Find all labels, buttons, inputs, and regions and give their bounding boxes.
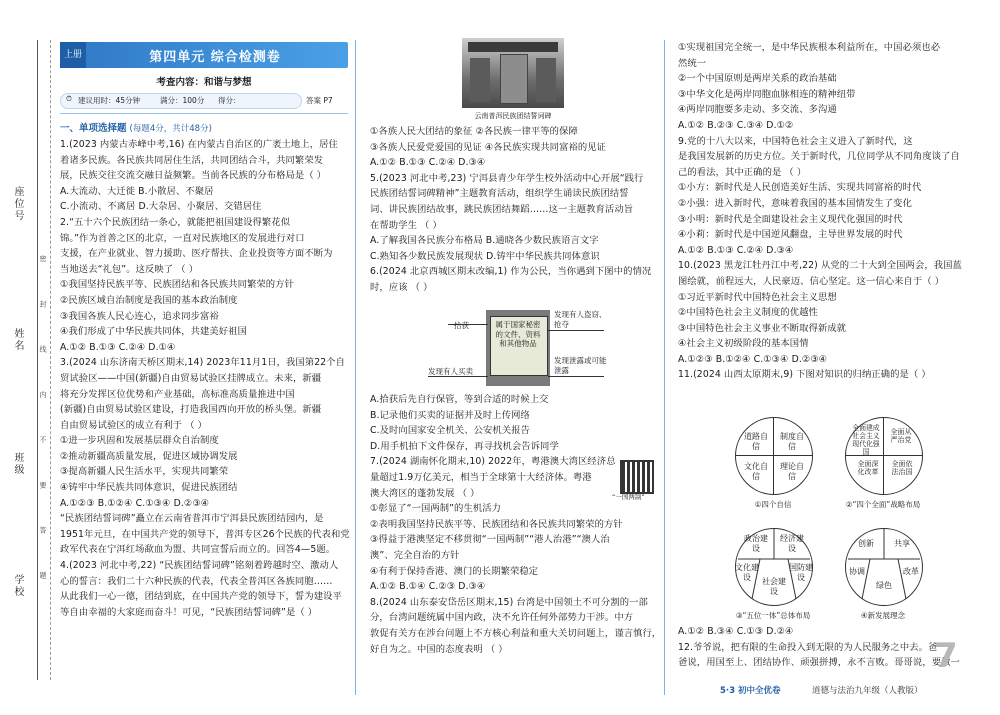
text-line: 锦。”作为首善之区的北京，一直对民族地区的发展进行对口	[60, 232, 305, 244]
text-line: 爸说，用国至上、团结协作、顽强拼搏，永不言败。哥哥说，要做一	[678, 657, 960, 669]
text-line: 等自由幸福的大家庭而奋斗！可见，“民族团结誓词碑”是（ ）	[60, 606, 318, 618]
text-line: ②中国特色社会主义制度的优越性	[678, 307, 818, 319]
circle-diagram-4	[845, 528, 923, 606]
text-line: “民族团结誓词碑”矗立在云南省普洱市宁洱县民族团结园内，是	[60, 513, 324, 525]
circle-diagram-1	[735, 417, 813, 495]
circle-item: 共享	[894, 539, 910, 548]
text-line: ②一个中国原则是两岸关系的政治基础	[678, 73, 837, 85]
option-line: A.①②③ B.①②④ C.①③④ D.②③④	[678, 353, 828, 365]
circle-caption: ④新发展理念	[860, 611, 906, 620]
circle-item: 协调	[849, 567, 865, 576]
option-line: A.①② B.①③ C.②④ D.①④	[60, 341, 176, 353]
circle-caption: ③“五位一体”总体布局	[735, 611, 811, 620]
text-line: ④小莉：新时代是中国逆风翻盘，主导世界发展的时代	[678, 229, 903, 241]
column-3	[678, 40, 970, 383]
text-line: 支援，在产业就业、智力援助、医疗帮扶、企业投资等方面不断为	[60, 248, 333, 260]
column-2b	[370, 392, 662, 657]
text-line: 当地送去“礼包”。这反映了 （ ）	[60, 263, 199, 275]
school-label: 学校	[12, 574, 23, 598]
text-line: 9.党的十八大以来，中国特色社会主义进入了新时代，这	[678, 135, 913, 147]
score-info: 满分：100分	[160, 96, 205, 105]
text-line: ③中华文化是两岸同胞血脉相连的精神纽带	[678, 88, 856, 100]
circle-item: 全面依法治国	[891, 460, 913, 476]
text-line: 然统一	[678, 57, 707, 69]
text-line: 量超过1.9万亿美元，相当于全球第十大经济体。粤港	[370, 471, 592, 483]
circle-item: 文化自信	[744, 462, 768, 481]
option-line: C.小流动、不离居 D.大杂居、小聚居、交错居住	[60, 201, 262, 213]
seal-hint: 密 封 线 内 不 要 答 题	[39, 255, 47, 597]
qr-code-icon[interactable]	[620, 460, 654, 494]
class-label: 班级	[12, 452, 23, 476]
circle-item: 制度自信	[780, 432, 804, 451]
photo-caption: 云南普洱民族团结誓词碑	[474, 112, 552, 120]
option-line: A.了解我国各民族分布格局 B.通晓各少数民族语言文字	[370, 235, 599, 247]
column-3b	[678, 624, 970, 671]
text-line: ③我国各族人民心连心，追求同步富裕	[60, 310, 219, 322]
option-line: C.及时向国家安全机关、公安机关报告	[370, 425, 530, 437]
circle-item: 社会建设	[762, 577, 786, 596]
option-line: A.①② B.③④ C.①③ D.②④	[678, 626, 794, 637]
circle-item: 道路自信	[744, 432, 768, 451]
text-line: 词、讲民族团结故事，跳民族团结舞蹈……这一主题教育活动旨	[370, 203, 634, 215]
text-line: 澳大湾区的蓬勃发展 （ ）	[370, 487, 480, 499]
column-divider	[664, 40, 665, 695]
section-note: (每题4分，共计48分)	[129, 124, 212, 134]
section-heading: 一、单项选择题	[60, 123, 127, 134]
text-line: 11.(2024 山西太原期末,9) 下图对知识的归纳正确的是（ ）	[678, 369, 931, 381]
text-line: ③小明：新时代是全面建设社会主义现代化强国的时代	[678, 213, 903, 225]
diagram-bl: 发现有人买卖	[428, 367, 473, 376]
column-divider	[355, 40, 356, 695]
circle-item: 改革	[903, 567, 919, 576]
circle-item: 全面建成社会主义现代化强国	[852, 424, 880, 456]
footer-text: 道德与法治九年级（人教版）	[812, 686, 923, 696]
text-line: 时，应该 （ ）	[370, 281, 433, 293]
time-info: 建议用时：45分钟	[78, 96, 141, 105]
circle-diagram-3	[735, 528, 813, 606]
option-line: A.①② B.①③ C.②④ D.③④	[678, 244, 794, 256]
brand-logo: 5·3 初中全优卷	[720, 686, 781, 696]
text-line: 将充分发挥区位优势和产业基础，高标准高质量推进中国	[60, 388, 295, 400]
column-1	[60, 137, 352, 620]
circle-caption: ①四个自信	[754, 500, 792, 509]
diagram-tl: 拾获	[454, 321, 469, 330]
text-line: ①各族人民大团结的象征 ②各民族一律平等的保障	[370, 126, 578, 137]
circle-item: 国防建设	[789, 563, 813, 582]
page-number: 7	[934, 636, 958, 676]
text-line: 2.“五十六个民族团结一条心，就能把祖国建设得繁花似	[60, 216, 291, 228]
text-line: 己的看法，其中正确的是 （ ）	[678, 166, 807, 178]
text-line: ④社会主义初级阶段的基本国情	[678, 338, 809, 350]
diagram-tr: 发现有人盗窃、抢夺	[554, 310, 607, 329]
text-line: ③中国特色社会主义事业不断取得新成就	[678, 322, 847, 334]
text-line: 贸试验区——中国(新疆)自由贸易试验区挂牌成立。未来，新疆	[60, 372, 322, 384]
circle-item: 绿色	[876, 581, 892, 590]
text-line: 着诸多民族。各民族共同居住生活，共同团结合斗，共同繁荣发	[60, 154, 324, 166]
option-line: A.大流动、大迁徙 B.小散居、不聚居	[60, 185, 214, 197]
text-line: ②表明我国坚持民族平等、民族团结和各民族共同繁荣的方针	[370, 518, 623, 530]
circle-caption: ②“四个全面”战略布局	[845, 500, 921, 509]
text-line: 5.(2023 河北中考,23) 宁洱县青少年学生校外活动中心开展“践行	[370, 172, 644, 184]
option-line: D.用手机拍下文件保存，再寻找机会告诉同学	[370, 440, 559, 452]
text-line: ④有利于保持香港、澳门的长期繁荣稳定	[370, 565, 539, 577]
text-line: 4.(2023 河北中考,22) “民族团结誓词碑”铭刻着跨越时空、激动人	[60, 560, 339, 572]
text-line: 12.爷爷说，把有限的生命投入到无限的为人民服务之中去。爸	[678, 641, 938, 653]
circle-item: 理论自信	[780, 462, 804, 481]
text-line: 8.(2024 山东泰安岱岳区期末,15) 台湾是中国领土不可分割的一部	[370, 596, 648, 608]
text-line: ①我国坚持民族平等、民族团结和各民族共同繁荣的方针	[60, 279, 294, 291]
text-line: ③提高新疆人民生活水平，实现共同繁荣	[60, 466, 229, 478]
volume-tag: 上册	[60, 42, 86, 68]
circle-item: 全面从严治党	[890, 428, 912, 444]
text-line: 1.(2023 内蒙古赤峰中考,16) 在内蒙古自治区的广袤土地上，居住	[60, 139, 338, 150]
text-line: ①小方：新时代是人民创造美好生活、实现共同富裕的时代	[678, 182, 922, 194]
text-line: (新疆)自由贸易试验区建设，打造我国西向开放的桥头堡。新疆	[60, 404, 322, 416]
text-line: 1951年元旦，在中国共产党的领导下，普洱专区26个民族的代表和党	[60, 528, 350, 540]
seal-line	[50, 40, 51, 680]
option-line: C.熟知各少数民族发展现状 D.铸牢中华民族共同体意识	[370, 250, 600, 262]
text-line: ④铸牢中华民族共同体意识，促进民族团结	[60, 482, 238, 494]
circle-item: 文化建设	[735, 563, 759, 582]
text-line: 心的誓言：我们二十六种民族的代表，代表全普洱区各族同胞……	[60, 575, 333, 587]
subtitle: 考查内容：和谐与梦想	[156, 77, 252, 88]
text-line: 敦促有关方在涉台问题上不方核心利益和重大关切问题上，谨言慎行，	[370, 627, 662, 639]
seat-label: 座位号	[12, 186, 23, 222]
text-line: 澳”、完全自治的方针	[370, 549, 460, 561]
text-line: 是我国发展新的历史方位。关于新时代，几位同学从不同角度谈了自	[678, 151, 960, 163]
circle-diagram-2	[845, 417, 923, 495]
text-line: ④我们形成了中华民族共同体，共建美好祖国	[60, 326, 247, 338]
text-line: 分，台湾问题统属中国内政，决不允许任何外部势力干涉。中方	[370, 612, 634, 624]
option-line: A.①②③ B.①②④ C.①③④ D.②③④	[60, 497, 210, 509]
option-line: A.①② B.②③ C.③④ D.①②	[678, 119, 794, 131]
text-line: ①彰显了“一国两制”的生机活力	[370, 503, 502, 515]
header-rule	[60, 113, 348, 114]
option-line: B.记录他们买卖的证据并及时上传网络	[370, 409, 530, 421]
text-line: 展，民族交往交流交融日益频繁。当前各民族的分布格局是（ ）	[60, 170, 327, 182]
circle-item: 全面深化改革	[857, 460, 879, 476]
qr-caption: “一国两制”	[612, 493, 645, 501]
option-line: A.①② B.①③ C.②④ D.③④	[370, 157, 486, 169]
text-line: ④两岸同胞要多走动、多交流、多沟通	[678, 104, 837, 116]
diagram-center: 属于国家秘密的文件、资料和其他物品	[495, 320, 541, 348]
text-line: ②小强：进入新时代，意味着我国的基本国情发生了变化	[678, 197, 912, 209]
diagram-br: 发现泄露或可能泄露	[554, 356, 607, 375]
text-line: ①习近平新时代中国特色社会主义思想	[678, 291, 837, 303]
stele-photo	[462, 38, 564, 108]
secret-diagram	[428, 306, 610, 388]
circle-item: 经济建设	[780, 534, 804, 553]
text-line: ②民族区域自治制度是我国的基本政治制度	[60, 294, 238, 306]
text-line: ②推动新疆高质量发展，促进区域协调发展	[60, 450, 238, 462]
circle-item: 政治建设	[744, 534, 768, 553]
answer-ref: 答案 P7	[306, 96, 333, 105]
text-line: ③得益于港澳坚定不移贯彻“一国两制”“港人治港”“澳人治	[370, 534, 610, 546]
text-line: 在帮助学生 （ ）	[370, 219, 442, 231]
name-label: 姓名	[12, 328, 23, 352]
text-line: 自由贸易试验区的成立有利于 （ ）	[60, 419, 208, 431]
text-line: ①进一步巩固和发展基层群众自治制度	[60, 435, 219, 447]
text-line: 3.(2024 山东济南天桥区期末,14) 2023年11月1日，我国第22个自	[60, 357, 346, 369]
text-line: 好自为之。中国的态度表明 （ ）	[370, 643, 508, 655]
option-line: A.①② B.①④ C.②③ D.③④	[370, 581, 486, 593]
text-line: ①实现祖国完全统一，是中华民族根本利益所在，中国必须也必	[678, 42, 941, 53]
text-line: 6.(2024 北京西城区期末改编,1) 作为公民，当你遇到下图中的情况	[370, 266, 652, 278]
text-line: 10.(2023 黑龙江牡丹江中考,22) 从党的二十大到全国两会，我国蓝	[678, 260, 962, 272]
text-line: ③各族人民爱党爱国的见证 ④各民族实现共同富裕的见证	[370, 141, 607, 153]
text-line: 图绘就，前程远大，人民豪迈、信心坚定。这一信心来自于（ ）	[678, 275, 945, 287]
text-line: 民族团结誓词碑精神”主题教育活动，组织学生诵读民族团结誓	[370, 188, 629, 200]
clock-icon: ⏱	[66, 94, 72, 103]
page-title: 第四单元 综合检测卷	[149, 50, 281, 65]
get-score-field[interactable]: 得分：	[218, 96, 241, 105]
column-2	[370, 124, 662, 296]
circle-item: 创新	[858, 539, 874, 548]
text-line: 7.(2024 湖南怀化期末,10) 2022年，粤港澳大湾区经济总	[370, 456, 616, 468]
text-line: 从此我们一心一德，团结到底，在中国共产党的领导下，誓为建设平	[60, 591, 342, 603]
text-line: 政军代表在宁洱红场歃血为盟、共同宣誓后而立的。回答4—5题。	[60, 544, 336, 556]
option-line: A.拾获后先自行保管，等到合适的时候上交	[370, 394, 549, 405]
